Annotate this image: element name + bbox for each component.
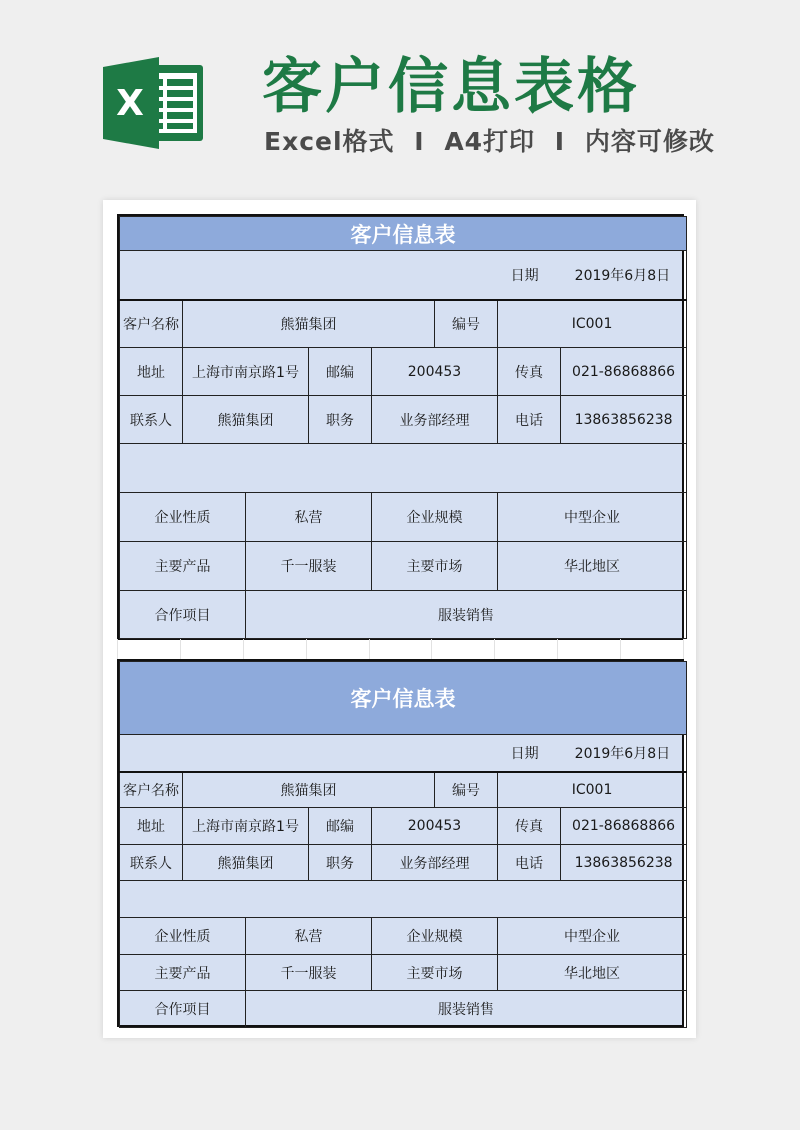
date-value[interactable]: 2019年6月8日	[574, 745, 671, 762]
scale-value[interactable]: 中型企业	[498, 493, 687, 542]
number-value[interactable]: IC001	[498, 772, 687, 808]
contact-label: 联系人	[120, 396, 183, 444]
scale-value[interactable]: 中型企业	[498, 918, 687, 955]
number-label: 编号	[435, 300, 498, 348]
number-label: 编号	[435, 772, 498, 808]
date-label: 日期	[510, 267, 539, 284]
customer-form-2	[117, 659, 684, 1027]
phone-value[interactable]: 13863856238	[561, 845, 687, 881]
market-value[interactable]: 华北地区	[498, 542, 687, 591]
phone-value[interactable]: 13863856238	[561, 396, 687, 444]
project-value[interactable]: 服装销售	[246, 591, 687, 639]
spacer-row	[117, 639, 684, 659]
postcode-label: 邮编	[309, 808, 372, 845]
position-value[interactable]: 业务部经理	[372, 845, 498, 881]
product-value[interactable]: 千一服装	[246, 542, 372, 591]
market-label: 主要市场	[372, 955, 498, 991]
excel-logo-icon	[103, 57, 205, 149]
customer-name-value[interactable]: 熊猫集团	[183, 772, 435, 808]
customer-form-1	[117, 214, 684, 640]
fax-label: 传真	[498, 808, 561, 845]
nature-label: 企业性质	[120, 918, 246, 955]
fax-value[interactable]: 021-86868866	[561, 348, 687, 396]
subtitle-print: A4打印	[444, 127, 536, 156]
contact-value[interactable]: 熊猫集团	[183, 396, 309, 444]
date-row	[120, 735, 687, 772]
market-value[interactable]: 华北地区	[498, 955, 687, 991]
form-title: 客户信息表	[120, 662, 687, 735]
product-value[interactable]: 千一服装	[246, 955, 372, 991]
address-label: 地址	[120, 808, 183, 845]
project-label: 合作项目	[120, 991, 246, 1028]
subtitle-editable: 内容可修改	[584, 127, 715, 156]
contact-value[interactable]: 熊猫集团	[183, 845, 309, 881]
subtitle-separator: I	[414, 127, 425, 156]
project-label: 合作项目	[120, 591, 246, 639]
contact-label: 联系人	[120, 845, 183, 881]
page-subtitle	[264, 126, 715, 158]
subtitle-separator: I	[554, 127, 566, 156]
customer-name-label: 客户名称	[120, 300, 183, 348]
form-title: 客户信息表	[120, 217, 687, 251]
blank-row	[120, 444, 687, 493]
nature-value[interactable]: 私营	[246, 493, 372, 542]
address-label: 地址	[120, 348, 183, 396]
page-title: 客户信息表格	[262, 52, 640, 122]
date-row	[120, 251, 687, 300]
number-value[interactable]: IC001	[498, 300, 687, 348]
date-label: 日期	[510, 745, 539, 762]
address-value[interactable]: 上海市南京路1号	[183, 348, 309, 396]
date-value[interactable]: 2019年6月8日	[574, 267, 671, 284]
postcode-label: 邮编	[309, 348, 372, 396]
address-value[interactable]: 上海市南京路1号	[183, 808, 309, 845]
phone-label: 电话	[498, 396, 561, 444]
nature-label: 企业性质	[120, 493, 246, 542]
customer-name-value[interactable]: 熊猫集团	[183, 300, 435, 348]
postcode-value[interactable]: 200453	[372, 808, 498, 845]
project-value[interactable]: 服装销售	[246, 991, 687, 1028]
postcode-value[interactable]: 200453	[372, 348, 498, 396]
blank-row	[120, 881, 687, 918]
scale-label: 企业规模	[372, 918, 498, 955]
market-label: 主要市场	[372, 542, 498, 591]
header	[0, 0, 800, 190]
subtitle-format: Excel格式	[264, 127, 395, 156]
logo-letter: X	[116, 83, 144, 124]
fax-label: 传真	[498, 348, 561, 396]
product-label: 主要产品	[120, 542, 246, 591]
customer-name-label: 客户名称	[120, 772, 183, 808]
nature-value[interactable]: 私营	[246, 918, 372, 955]
phone-label: 电话	[498, 845, 561, 881]
product-label: 主要产品	[120, 955, 246, 991]
scale-label: 企业规模	[372, 493, 498, 542]
position-label: 职务	[309, 845, 372, 881]
position-value[interactable]: 业务部经理	[372, 396, 498, 444]
fax-value[interactable]: 021-86868866	[561, 808, 687, 845]
position-label: 职务	[309, 396, 372, 444]
